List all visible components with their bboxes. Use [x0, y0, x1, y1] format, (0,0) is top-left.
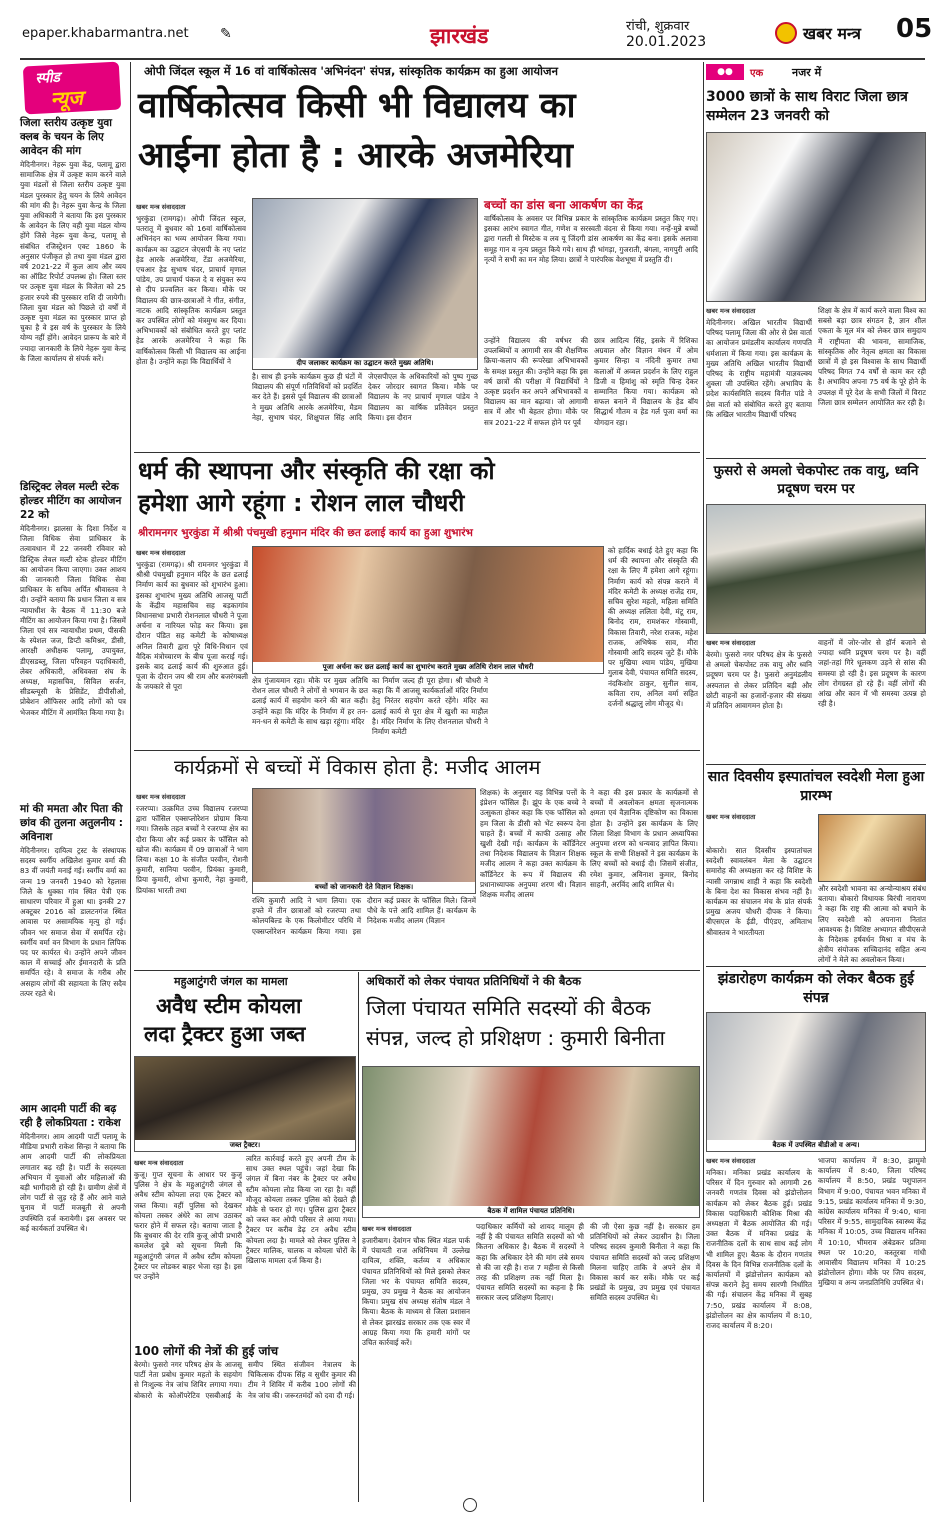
- speed-news-logo: [23, 62, 121, 115]
- right-s4-col2: भाजपा कार्यालय में 8:30, झामुमो कार्यालय में 8:40, जिला परिषद कार्यालय में 8:50, प्रखंड पशुपालन विभाग में 9:00, पंचायत भवन मनिका में 9:15, प्रखंड कार्यालय मनिका में 9:30, कांग्रेस कार्यालय मनिका में 9:40, थाना परिसर में 9:55, सामुदायिक स्वास्थ्य केंद्र मनिका में 10:05, उच्च विद्यालय मनिका में 10:10, भीमराव अंबेडकर प्रतिमा स्थल पर 10:20, कस्तूरबा गांधी आवासीय विद्यालय मनिका में 10:25 झंडोत्तोलन होगा। मौके पर जिप सदस्य, मुखिया व अन्य जनप्रतिनिधि उपस्थित थे।: [818, 1156, 926, 1288]
- main-story-col2: है। साथ ही इनके कार्यक्रम कुछ ही घंटों में विद्यालय की संपूर्ण गतिविधियों को प्रदर्शित कर देते हैं। इससे पूर्व विद्यालय की छात्राओं ने मुख्य अतिथि आरके अजमेरिया, मैडम नेहा, सुभाष चंदर, शिक्षुपाल सिंह आदि जेएसपीएल के अधिकारियों को पुष्प गुच्छ देकर जोरदार स्वागत किया। मौके पर विद्यालय के नए प्राचार्य मृणाल पांडेय ने विद्यालय का वार्षिक प्रतिवेदन प्रस्तुत किया। इस दौरान: [252, 372, 478, 422]
- story5-byline: खबर मन्त्र संवाददाता: [362, 1225, 412, 1233]
- ek-nazar-banner: [706, 62, 926, 82]
- section-rule: [134, 970, 700, 971]
- right-s1-photo: [706, 132, 926, 302]
- photo-caption: बैठक में उपस्थित बीडीओ व अन्य।: [707, 1140, 925, 1151]
- section-rule: [706, 458, 926, 459]
- page-header: [0, 0, 945, 60]
- main-story-col1: भुरकुंडा (रामगढ़)। ओपी जिंदल स्कूल, पतरातू में बुधवार को 16वां वार्षिकोत्सव अभिनंदन का भव्य आयोजन किया गया। कार्यक्रम का उद्घाटन जेएसपी के नए प्लांट हेड आरके अजमेरिया, टेंडा अजमेरिया, एचआर हेड सुभाष चंदर, प्राचार्य मृणाल पांडेय, उप प्राचार्य पंकज दे व संयुक्त रूप से दीप प्रज्वलित कर किया। मौके पर विद्यालय की छात्र-छात्राओं ने गीत, संगीत, नाटक आदि सांस्कृतिक कार्यक्रम प्रस्तुत कर उपस्थित लोगों को मंत्रमुग्ध कर दिया। अभिभावकों को संबोधित करते हुए प्लांट हेड आरके अजमेरिया ने कहा कि वार्षिकोत्सव किसी भी विद्यालय का आईना होता है। उन्होंने कहा कि विद्यार्थियों ने: [136, 214, 246, 366]
- story3-photo: [252, 788, 476, 894]
- right-s3-headline: सात दिवसीय इस्पातांचल स्वदेशी मेला हुआ प्रारम्भ: [707, 769, 925, 804]
- ek-nazar-label: नजर में: [792, 66, 822, 79]
- speed-news-item: [20, 480, 126, 792]
- story4-headline-line2: लदा ट्रैक्टर हुआ जब्त: [144, 1022, 306, 1046]
- story2-deck: श्रीरामनगर भुरकुंडा में श्रीश्री पंचमुखी हनुमान मंदिर की छत ढलाई कार्य का हुआ शुभारंभ: [138, 527, 473, 539]
- story5-col2: पदाधिकार कर्मियों को शायद मालूम ही नहीं है की पंचायत समिति सदस्यों को भी कितना अधिकार है। बैठक में सदस्यों ने कहा कि अधिकार देने की मांग लंबे समय से की जा रही है। राज 7 महीना से किसी तरह की प्रशिक्षण तक नहीं मिला है। पंचायत समिति सदस्यों का कहना है कि सरकार जल्द प्रशिक्षण दिलाए।: [476, 1222, 584, 1303]
- main-story-col5: छात्र आदित्य सिंह, इसके में रिशिका अग्रवाल और विज्ञान मंथन में ओम कुमार सिन्हा व नंदिनी कुमार तथा कलाओं में अव्वल प्रदर्शन के लिए राहुल डिजी व हिमांशु को स्मृति चिन्ह देकर सम्मानित किया गया। कार्यक्रम को सफल बनाने में विद्यालय के हेड बॉय सिद्धार्थ गौतम व हेड गर्ल पूजा वर्मा का योगदान रहा।: [594, 336, 698, 427]
- dateline-city: रांची, शुक्रवार: [626, 19, 690, 34]
- ek-nazar-icon: ●●: [706, 64, 744, 80]
- story4-byline: खबर मन्त्र संवाददाता: [134, 1159, 184, 1167]
- speed-news-logo-top: स्पीड: [35, 69, 61, 87]
- story5-headline-line2: संपन्न, जल्द हो प्रशिक्षण : कुमारी बिनीता: [366, 1026, 665, 1050]
- story3-col4: ने कहा की इस प्रकार के कार्यक्रमों से बच्चों में अवलोकन क्षमता सृजनात्मक क्षमता एवं वैज्ञानिक दृष्टिकोण का विकास होता है। उन्होंने इस कार्यक्रम के लिए जिला शिक्षा विभाग के प्रधान अध्यापिका अनुपमा शरण को धन्यवाद ज्ञापित किया। स्कूल के सभी शिक्षकों ने इस कार्यक्रम के लिए बच्चों को बधाई दी। जिसमें संजीत, रमेश कुमार, अविनाश कुमार, बिनोद साहनी, अरविंद आदि शामिल थे।: [590, 788, 698, 889]
- column-divider: [130, 62, 131, 1502]
- story2-headline-line2: हमेशा आगे रहूंगा : रोशन लाल चौधरी: [138, 489, 465, 517]
- right-s4-col1: मनिका। मनिका प्रखंड कार्यालय के परिसर में दिन गुरुवार को आगामी 26 जनवरी गणतंत्र दिवस को झंडोत्तोलन कार्यक्रम को लेकर बैठक हुई। प्रखंड विकास पदाधिकारी कौशिक मिश्रा की अध्यक्षता में बैठक आयोजित की गई। उक्त बैठक में मनिका प्रखंड के राजनीतिक दलों के साथ साथ कई लोग भी शामिल हुए। बैठक के दौरान गणतंत्र दिवस के दिन विभिन्न राजनीतिक दलों के कार्यालयों में झंडोत्तोलन कार्यक्रम को संपन्न कराने हेतु समय सारणी निर्धारित की गई। संचालन केंद्र मनिका में सुबह 7:50, प्रखंड कार्यालय में 8:08, झंडोत्तोलन का क्षेत्र कार्यालय में 8:10, राजद कार्यालय में 8:20।: [706, 1168, 812, 1331]
- story4-headline-line1: अवैध स्टीम कोयला: [156, 994, 302, 1018]
- speed-news-body: मेदिनीनगर। आम आदमी पार्टी पलामू के मीडिया प्रभारी राकेश सिन्हा ने बताया कि आम आदमी पार्टी की लोकप्रियता लगातार बढ़ रही है। पार्टी के सदस्यता अभियान में युवाओं और महिलाओं की बड़ी भागीदारी हो रही है। ग्रामीण क्षेत्रों में लोग पार्टी से जुड़ रहे हैं और आने वाले चुनाव में पार्टी मजबूती से अपनी उपस्थिति दर्ज करायेगी। इस अवसर पर कई कार्यकर्ता उपस्थित थे।: [20, 1132, 126, 1233]
- main-story: [134, 62, 700, 452]
- speed-news-column: [20, 62, 126, 1502]
- speed-news-body: मेदिनीनगर। नेहरू युवा केंद्र, पलामू द्वारा सामाजिक क्षेत्र में उत्कृष्ट काम करने वाले युवा मंडलों से जिला स्तरीय उत्कृष्ट युवा मंडल पुरस्कार हेतु चयन के लिये आवेदन की मांग की है। नेहरू युवा केन्द्र के जिला युवा अधिकारी ने बताया कि इस पुरस्कार के आवेदन के लिए वही युवा मंडल योग्य होंगे जिसे नेहरू युवा केन्द्र, पलामू से संबंधित रजिस्ट्रेशन एक्ट 1860 के अनुसार पंजीकृत हो तथा युवा मंडल द्वारा वर्ष 2021-22 में कुल आय और व्यय का ऑडिट रिपोर्ट उपलब्ध हो। जिला स्तर पर उत्कृष्ट युवा मंडल के विजेता को 25 हजार रुपये की पुरस्कार राशि दी जायेगी। जिला युवा मंडल को पिछले दो वर्षों में उत्कृष्ट युवा मंडल का पुरस्कार प्राप्त हो चुका है वे इस वर्ष के पुरस्कार के लिये योग्य नहीं होंगे। आवेदन प्रारूप के बारे में ज्यादा जानकारी के लिये नेहरू युवा केन्द्र के जिला कार्यालय से संपर्क करें।: [20, 160, 126, 363]
- ek-nazar-tag: एक: [750, 68, 764, 79]
- story2-col1: भुरकुंडा (रामगढ़)। श्री रामनगर भुरकुंडा में श्रीश्री पंचमुखी हनुमान मंदिर के छत ढलाई निर्माण कार्य का बुधवार को शुभारंभ हुआ। इसका शुभारंभ मुख्य अतिथि आजसू पार्टी के केंद्रीय महासचिव सह बड़कागांव विधानसभा प्रभारी रोशनलाल चौधरी ने पूजा अर्चना व नारियल फोड़ कर किया। इस दौरान पंडित सह कमेटी के कोषाध्यक्ष अनिल तिवारी द्वारा पूरे विधि-विधान एवं वैदिक मंत्रोच्चारण के बीच पूजा कराई गई। इसके बाद ढलाई कार्य की शुरुआत हुई। पूजा के दौरान जय श्री राम और बजरंगबली के जयकारे से पूरा: [136, 560, 248, 692]
- right-s4-headline: झंडारोहण कार्यक्रम को लेकर बैठक हुई संपन्न: [717, 971, 915, 1006]
- right-s3-photo: [818, 814, 926, 882]
- story-dharma: [134, 454, 700, 750]
- brand-name: खबर मन्त्र: [803, 24, 861, 43]
- photo-caption: बैठक में शामिल पंचायत प्रतिनिधि।: [363, 1206, 699, 1217]
- right-s2-byline: खबर मन्त्र संवाददाता: [706, 639, 756, 647]
- story2-col3: का निर्माण जल्द ही पूरा होगा। श्री चौधरी ने कहा कि मैं आजसू कार्यकर्ताओं मंदिर निर्माण हेतु निरंतर सहयोग करते रहेंगे। मंदिर का ढलाई कार्य से पूरा क्षेत्र में खुशी का माहौल है। मंदिर निर्माण के लिए रोशनलाल चौधरी ने निर्माण कमेटी: [372, 676, 488, 737]
- right-s2-headline: फुसरो से अमलो चेकपोस्ट तक वायु, ध्वनि प्रदूषण चरम पर: [713, 463, 919, 497]
- story-panchayat: [362, 972, 700, 1502]
- brand-logo: [775, 20, 895, 50]
- speed-news-item: [20, 1102, 126, 1502]
- story3-col2: रश्मि कुमारी आदि ने भाग लिया। एक हफ्ते में तीन छात्राओं को रजरप्पा तथा कोलयबिल्ड के एक किलोमीटर परिधि में एक्सप्लोरेशन कार्यक्रम किया गया। इस दौरान कई प्रकार के फॉसिल मिले। जिनमें पौधे के पत्ते आदि शामिल हैं। कार्यक्रम के निदेशक मजीद आलम (विज्ञान: [252, 896, 476, 936]
- photo-caption: दीप जलाकर कार्यक्रम का उद्घाटन करते मुख्य अतिथि।: [253, 358, 477, 369]
- story5-col3: की जी ऐसा कुछ नहीं है। सरकार हम प्रतिनिधियों को लेकर उदासीन है। जिला परिषद सदस्य कुमारी बिनीता ने कहा कि पंचायत समिति सदस्यों को जल्द प्रशिक्षण मिलना चाहिए ताकि वे अपने क्षेत्र में विकास कार्य कर सकें। मौके पर कई प्रखंडों के प्रमुख, उप प्रमुख एवं पंचायत समिति सदस्य उपस्थित थे।: [590, 1222, 700, 1303]
- speed-news-body: मेदिनीनगर। दायित्व ट्रस्ट के संस्थापक सदस्य स्वर्गीय अखिलेश कुमार वर्मा की 83 वीं जयंती मनाई गई। स्वर्गीय वर्मा का जन्म 19 जनवरी 1940 को रेहलास जिले के धुक्का गांव स्थित पेत्री एक साधारण परिवार में हुआ था। इनकी 27 अक्टूबर 2016 को डालटनगंज स्थित आवास पर असामयिक मृत्यु हो गई। जीवन भर समाज सेवा में समर्पित रहे। स्वर्गीय वर्मा वन विभाग के प्रधान लिपिक पद पर कार्यरत थे। उन्होंने अपने जीवन काल में सच्चाई और ईमानदारी के प्रति समर्पित रहे। वे समाज के गरीब और असहाय लोगों की सहायता के लिए सदैव तत्पर रहते थे।: [20, 846, 126, 998]
- story-coal: [134, 972, 356, 1502]
- right-s2-col1: बेरमो। फुसरो नगर परिषद क्षेत्र के फुसरो से अमलो चेकपोस्ट तक वायु और ध्वनि प्रदूषण चरम पर है। फुसरो अनुमंडलीय अस्पताल से लेकर प्रतिदिन बड़ी और छोटी वाहनों का हजारों-हजार की संख्या में प्रतिदिन आवागमन होता है।: [706, 650, 812, 711]
- right-s1-col1: मेदिनीनगर। अखिल भारतीय विद्यार्थी परिषद पलामू जिला की ओर से प्रेस वार्ता का आयोजन प्रमंडलीय कार्यालय गणपति धर्मशाला में किया गया। इस कार्यक्रम के मुख्य अतिथि अखिल भारतीय विद्यार्थी परिषद के राष्ट्रीय महामंत्री याज्ञवल्क्य शुक्ला जी उपस्थित रहेंगे। अभाविप के प्रदेश कार्यसमिति सदस्य विनीत पांडे ने प्रेस वार्ता को संबोधित करते हुए बताया कि अखिल भारतीय विद्यार्थी परिषद: [706, 318, 812, 419]
- photo-caption: पूजा अर्चना कर छत ढलाई कार्य का शुभारंभ कराते मुख्य अतिथि रोशन लाल चौधरी: [253, 662, 603, 673]
- page-number: 05: [896, 14, 933, 44]
- speed-news-headline: मां की ममता और पिता की छांव की तुलना अतुलनीय : अविनाश: [20, 803, 123, 843]
- main-story-byline: खबर मन्त्र संवाददाता: [136, 203, 186, 211]
- right-s4-photo: [706, 1012, 926, 1152]
- column-divider: [358, 972, 359, 1502]
- right-s1-byline: खबर मन्त्र संवाददाता: [706, 307, 756, 315]
- story4-sub-body: बेरमो। फुसरो नगर परिषद क्षेत्र के आजसू पार्टी नेता प्रबोध कुमार महतो के सहयोग से निःशुल्क नेत्र जांच शिविर लगाया गया। बोकारो के कोऑपरेटिव एसबीआई के समीप स्थित संजीवन नेत्रालय के चिकित्सक दीपक सिंह व सुधीर कुमार की टीम ने शिविर में करीब 100 लोगों की नेत्र जांच की। जरूरतमंदों को दवा दी गई।: [134, 1360, 356, 1400]
- section-rule: [706, 764, 926, 765]
- right-s4-byline: खबर मन्त्र संवाददाता: [706, 1157, 756, 1165]
- speed-news-item: [20, 802, 126, 1092]
- right-s1-col2: शिक्षा के क्षेत्र में कार्य करने वाला विश्व का सबसे बड़ा छात्र संगठन है, ज्ञान शील एकता के मूल मंत्र को लेकर छात्र समुदाय में राष्ट्रीयता की भावना, सामाजिक, सांस्कृतिक और नेतृत्व क्षमता का विकास छात्रों में हो इस विश्वास के साथ विद्यार्थी परिषद विगत 74 वर्षों से काम कर रही है। अभाविप अपना 75 वर्ष के पूरे होने के उपलक्ष में पूरे देश के सभी जिलों में विराट जिला छात्र सम्मेलन आयोजित कर रही है।: [818, 306, 926, 407]
- story4-kicker: महुआटुंगरी जंगल का मामला: [174, 975, 288, 988]
- story3-col1: रजरप्पा। उत्क्रमित उच्च विद्यालय रजरप्पा द्वारा फॉसिल एक्सप्लोरेशन प्रोग्राम किया गया। जिसके तहत बच्चों ने रजरप्पा क्षेत्र का दौरा किया और कई प्रकार के फॉसिल को खोज की। कार्यक्रम में 09 छात्राओं ने भाग लिया। कक्षा 10 के संजीत परवीन, रोशनी कुमारी, सानिया परवीन, प्रियंका कुमारी, प्रिया कुमारी, शोभा कुमारी, नेहा कुमारी, प्रियांका भारती तथा: [136, 804, 248, 895]
- registration-mark-icon: [463, 1498, 477, 1512]
- speed-news-logo-bottom: न्यूज: [49, 85, 84, 112]
- main-story-kicker: ओपी जिंदल स्कूल में 16 वां वार्षिकोत्सव 'अभिनंदन' संपन्न, सांस्कृतिक कार्यक्रम का हुआ आयोजन: [144, 64, 558, 78]
- story2-byline: खबर मन्त्र संवाददाता: [136, 549, 186, 557]
- story2-col4: को हार्दिक बधाई देते हुए कहा कि धर्म की स्थापना और संस्कृति की रक्षा के लिए मैं हमेशा आगे रहूंगा। निर्माण कार्य को संपन्न कराने में मंदिर कमेटी के अध्यक्ष राजेंद्र राम, सचिव सुरेश महतो, महिला समिति की अध्यक्ष ललिता देवी, मंटू राम, बिनोद राम, रामशंकर गोस्वामी, विकास तिवारी, नरेश राजक, महेश राजक, अभिषेक साव, मीरा गोस्वामी आदि सदस्य जुटे हैं। मौके पर मुखिया श्याम पांडेय, मुखिया गुलाब देवी, पंचायत समिति सदस्य, नंदकिशोर ठाकुर, सुनील साव, कविता राय, अनिल वर्मा सहित दर्जनों श्रद्धालु लोग मौजूद थे।: [608, 546, 698, 709]
- story5-kicker: अधिकारों को लेकर पंचायत प्रतिनिधियों ने की बैठक: [366, 974, 581, 988]
- right-s3-col1: बोकारो। सात दिवसीय इस्पातांचल स्वदेशी स्वावलंबन मेला के उद्घाटन समारोह की अध्यक्षता कर रहे विशिष्ट के न्यासी जगन्नाथ शाही ने कहा कि स्वदेशी के बिना देश का विकास संभव नहीं है। कार्यक्रम का संचालन मंच के प्रांत संपर्क प्रमुख अजय चौधरी दीपक ने किया। बीएसएल के ईडी, पीएंडए, अमिताभ श्रीवास्तव ने भारतीयता: [706, 846, 812, 937]
- column-divider: [703, 62, 704, 1502]
- speed-news-headline: जिला स्तरीय उत्कृष्ट युवा क्लब के चयन के लिए आवेदन की मांग: [20, 117, 112, 157]
- right-s1-headline: 3000 छात्रों के साथ विराट जिला छात्र सम्मेलन 23 जनवरी को: [706, 89, 908, 124]
- main-story-col4: उन्होंने विद्यालय की वर्षभर की उपलब्धियों व आगामी सत्र की शैक्षणिक क्रिया-कलाप की रूपरेखा अभिभावकों के समक्ष प्रस्तुत की। उन्होंने कहा कि इस वर्ष छात्रों की परीक्षा में विद्यार्थियों ने उत्कृष्ट प्रदर्शन कर अपने अभिभावकों व विद्यालय का मान बढ़ाया। जो आगामी सत्र में और भी बेहतर होगा। मौके पर सत्र 2021-22 में सफल होने पर पूर्व: [484, 336, 588, 427]
- speed-news-headline: आम आदमी पार्टी की बढ़ रही है लोकप्रियता : राकेश: [20, 1103, 121, 1129]
- brand-logo-icon: [775, 22, 797, 44]
- story5-headline-line1: जिला पंचायत समिति सदस्यों की बैठक: [366, 996, 651, 1020]
- right-s2-photo: [706, 504, 926, 634]
- dateline-date: 20.01.2023: [626, 34, 707, 50]
- section-rule: [134, 452, 700, 453]
- right-s2-col2: वाहनों में जोर-जोर से हॉर्न बजाने से ज्यादा ध्वनि प्रदूषण चरम पर है। वहीं जहां-तहां गिरे धूलकण उड़ने से सांस की समस्या हो रही है। इस प्रदूषण के कारण लोग रोगग्रस्त हो रहे हैं। वहीं लोगों की आंख और कान में भी समस्या उत्पन्न हो रही है।: [818, 638, 926, 709]
- story2-headline-line1: धर्म की स्थापना और संस्कृति की रक्षा को: [138, 457, 495, 485]
- section-rule: [706, 966, 926, 967]
- story4-col1: कुजू। गुप्त सूचना के आधार पर कुजू पुलिस ने क्षेत्र के महुआटुंगरी जंगल से अवैध स्टीम कोयला लदा एक ट्रैक्टर को जब्त किया। वहीं पुलिस को देखकर कोयला तस्कर अंधेरे का लाभ उठाकर फरार होने में सफल रहे। बताया जाता है कि बुधवार की देर रात्रि कुजू ओपी प्रभारी कमलेश दुबे को सूचना मिली कि महुआटुंगरी जंगल में अवैध स्टीम कोयला ट्रैक्टर पर लोडकर बाहर भेजा रहा है। इस पर उन्होंने: [134, 1170, 242, 1282]
- story3-headline: कार्यक्रमों से बच्चों में विकास होता है: मजीद आलम: [174, 755, 541, 779]
- right-s3-col2: और स्वदेशी भावना का अन्योन्याश्रय संबंध बताया। बोकारो विधायक बिरंची नारायण ने कहा कि राष्ट्र की आत्मा को बचाने के लिए स्वदेशी को अपनाना नितांत आवश्यक है। विशिष्ट अभ्यागत सीपीएसजे के निदेशक हर्षवर्धन मिश्रा व मंच के क्षेत्रीय संयोजक सच्चिदानंद सहित अन्य लोगों ने मेले का अवलोकन किया।: [818, 884, 926, 964]
- story2-col2: क्षेत्र गुंजायमान रहा। मौके पर मुख्य अतिथि रोशन लाल चौधरी ने लोगों से भगवान के छत ढलाई कार्य में सहयोग करने की बात कही। उन्होंने कहा कि मंदिर के निर्माण में हर तन-मन-धन से कमेटी के साथ खड़ा रहूंगा। मंदिर: [252, 676, 368, 726]
- main-story-col3: वार्षिकोत्सव के अवसर पर विभिन्न प्रकार के सांस्कृतिक कार्यक्रम प्रस्तुत किए गए। इसका आरंभ स्वागत गीत, गणेश व सरस्वती वंदना से किया गया। नन्हें-मुन्ने बच्चों द्वारा गलती से मिस्टेक व लव यू जिंदगी डांस आकर्षण का केंद्र बना। इसके अलावा समूह गान व नृत्य प्रस्तुत किये गये। साथ ही भांगड़ा, गुजराती, बंगला, नागपुरी आदि नृत्यों ने सभी का मन मोह लिया। छात्रों ने पारंपरिक वेशभूषा में प्रस्तुति दी।: [484, 214, 698, 264]
- main-story-subhead: बच्चों का डांस बना आकर्षण का केंद्र: [484, 198, 643, 212]
- main-story-headline-line1: वार्षिकोत्सव किसी भी विद्यालय का: [138, 86, 576, 126]
- speed-news-body: मेदिनीनगर। झालसा के दिशा निर्देश व जिला विधिक सेवा प्राधिकार के तत्वावधान में 22 जनवरी रविवार को डिस्ट्रिक लेवल मल्टी स्टेक होल्डर मीटिंग का आयोजन किया जाएगा। उक्त आशय की जानकारी जिला विधिक सेवा प्राधिकार के सचिव अर्पित श्रीवास्तव ने दी। उन्होंने बताया कि प्रधान जिला व सत्र न्यायाधीश के बैठक में 11:30 बजे मीटिंग का आयोजन किया गया है। जिसमें जिला एवं सत्र न्यायाधीश प्रथम, पीसकी के स्पेशल जज, डिप्टी कमिश्नर, डीसी, आरक्षी अधीक्षक पलामू, उपायुक्त, डीएसडब्लू, जिला परिवहन पदाधिकारी, लेबर अधिकारी, अधिवक्ता संघ के अध्यक्ष, महासचिव, सिविल सर्जन, सीडब्ल्यूसी के प्रेसिडेंट, डीपीसीओ, प्रोबेशन ऑफिसर आदि लोगों को पत्र भेजकर मीटिंग में आमंत्रित किया गया है।: [20, 524, 126, 717]
- photo-caption: बच्चों को जानकारी देते विज्ञान शिक्षक।: [253, 882, 475, 893]
- header-rule: [20, 58, 925, 60]
- story5-photo: [362, 1066, 700, 1218]
- section-title: झारखंड: [430, 24, 489, 48]
- main-story-headline-line2: आईना होता है : आरके अजमेरिया: [138, 136, 573, 176]
- right-s3-byline: खबर मन्त्र संवाददाता: [706, 813, 756, 821]
- site-url[interactable]: epaper.khabarmantra.net: [22, 26, 189, 41]
- section-rule: [134, 750, 700, 751]
- story2-photo: [252, 546, 604, 674]
- cursor-icon: ✎: [220, 26, 232, 42]
- story5-col1: हजारीबाग। देवांगन चौक स्थित मंडल पार्क में पंचायती राज अधिनियम में उल्लेख दायित्व, शक्ति, कर्तव्य व अधिकार पंचायत प्रतिनिधियों को मिले इसको लेकर जिला भर के पंचायत समिति सदस्य, प्रमुख, उप प्रमुख ने बैठक का आयोजन किया। प्रमुख संघ अध्यक्ष संतोष मंडल ने किया। बैठक के माध्यम से जिला प्रशासन से लेकर झारखंड सरकार तक एक स्वर में आग्रह किया गया कि हमारी मांगों पर उचित कार्रवाई करें।: [362, 1236, 470, 1348]
- story-majeed: [134, 752, 700, 970]
- main-story-photo: [252, 198, 478, 370]
- story3-byline: खबर मन्त्र संवाददाता: [136, 793, 186, 801]
- right-column: [706, 62, 926, 1502]
- speed-news-item: [20, 116, 126, 526]
- story4-subhead: 100 लोगों की नेत्रों की हुई जांच: [134, 1344, 279, 1358]
- photo-caption: जब्त ट्रैक्टर।: [135, 1140, 355, 1151]
- story3-col3: शिक्षक) के अनुसार यह विभिन्न पत्तों के इंप्रेशन फॉसिल हैं। झूंप के एक बच्चे ने उत्सुकता होकर कहा कि एक फॉसिल को हम जिला के डीसी को भेंट स्वरूप देना चाहते हैं। बच्चों में काफी उत्साह और खुशी देखी गई। कार्यक्रम के कॉर्डिनेटर तथा निदेशक विद्यालय के विज्ञान शिक्षक मजीद आलम ने कहा उक्त कार्यक्रम के कॉर्डिनेटर के रूप में विद्यालय की प्रधानाध्यापक अनुपमा शरण थी। विज्ञान शिक्षक मजीद आलम: [480, 788, 586, 900]
- speed-news-headline: डिस्ट्रिक्ट लेवल मल्टी स्टेक होल्डर मीटिंग का आयोजन 22 को: [20, 481, 122, 521]
- story4-col2: त्वरित कार्रवाई करते हुए अपनी टीम के साथ उक्त स्थल पहुंचे। जहां देखा कि जंगल में बिना नंबर के ट्रैक्टर पर अवैध स्टीम कोयला लोड किया जा रहा है। वहीं मौजूद कोयला तस्कर पुलिस को देखते ही मौके से फरार हो गए। पुलिस द्वारा ट्रैक्टर को जब्त कर ओपी परिसर ले आया गया। ट्रैक्टर पर करीब डेढ़ टन अवैध स्टीम कोयला लदा है। मामले को लेकर पुलिस ने ट्रैक्टर मालिक, चालक व कोयला चोरों के खिलाफ मामला दर्ज किया है।: [246, 1154, 356, 1266]
- story4-photo: [134, 1056, 356, 1152]
